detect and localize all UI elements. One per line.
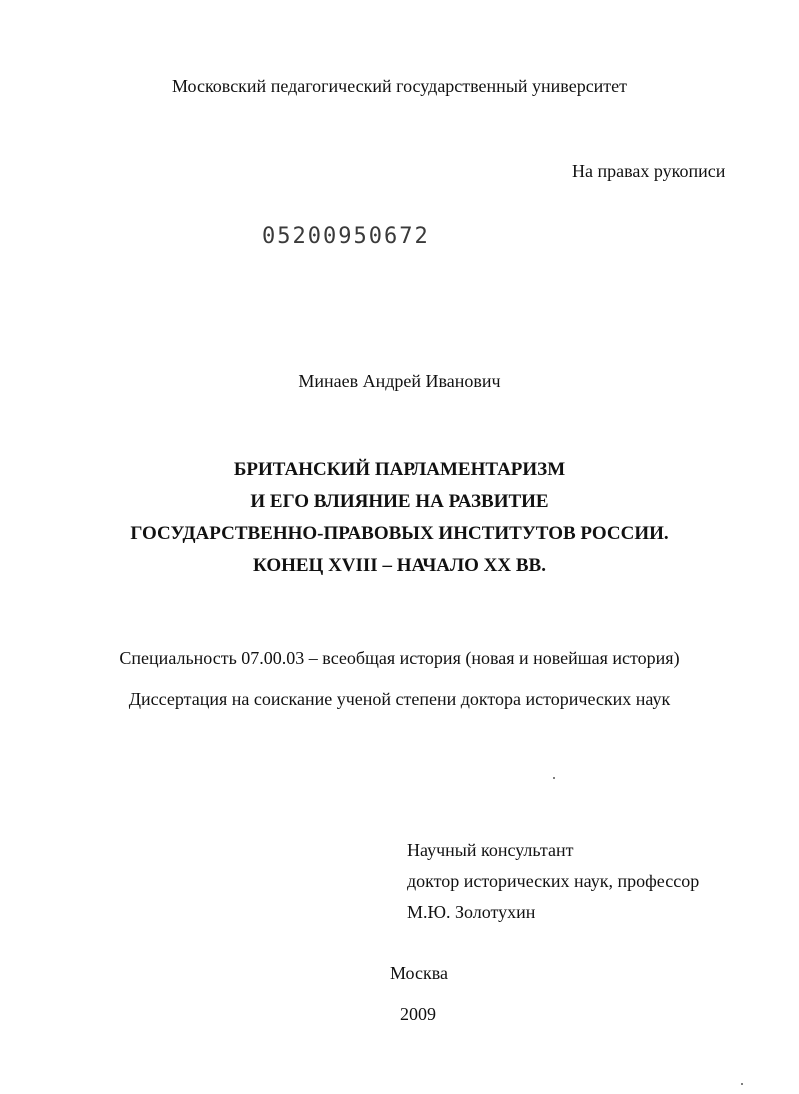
year: 2009 [400,1004,436,1024]
author-name: Минаев Андрей Иванович [298,371,501,391]
scan-speck [741,1083,743,1085]
title-line-3: ГОСУДАРСТВЕННО-ПРАВОВЫХ ИНСТИТУТОВ РОССИИ. [130,523,669,544]
title-line-4: КОНЕЦ XVIII – НАЧАЛО XX ВВ. [253,555,546,576]
consultant-degree: доктор исторических наук, профессор [407,871,700,891]
city: Москва [390,963,448,983]
manuscript-rights-note: На правах рукописи [572,161,726,181]
speciality-line: Специальность 07.00.03 – всеобщая история (новая и новейшая история) [119,648,680,668]
dissertation-degree-line: Диссертация на соискание ученой степени доктора исторических наук [128,689,671,709]
scan-speck [553,777,555,779]
dissertation-title [0,454,799,582]
consultant-role: Научный консультант [407,840,574,860]
title-line-2: И ЕГО ВЛИЯНИЕ НА РАЗВИТИЕ [250,491,549,512]
university-name: Московский педагогический государственный университет [171,76,628,96]
consultant-name: М.Ю. Золотухин [407,902,536,922]
title-line-1: БРИТАНСКИЙ ПАРЛАМЕНТАРИЗМ [233,459,566,480]
catalog-number-stamp: 05200950672 [262,224,430,249]
scientific-consultant-block [407,835,699,928]
